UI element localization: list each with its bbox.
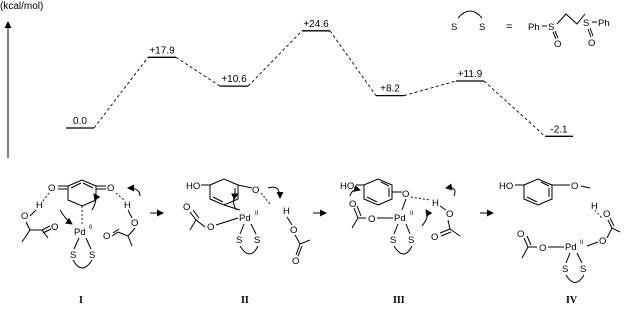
energy-level-label-0: 0.0 [73, 116, 87, 127]
I-h-left: H [36, 200, 43, 211]
II-h: H [283, 206, 290, 217]
I-s-right: S [89, 250, 96, 261]
I-s-left: S [70, 250, 77, 261]
I-h-right: H [124, 200, 131, 211]
I-o-right: O [107, 183, 115, 194]
IV-pd: Pd [565, 242, 577, 253]
legend-ph-left: Ph [528, 22, 540, 33]
energy-level-label-3: +24.6 [303, 18, 329, 30]
I-o-left: O [48, 183, 56, 194]
IV-s-right: S [580, 264, 587, 275]
ligand-legend [451, 11, 610, 50]
II-o-ac2: O [183, 202, 191, 213]
II-pd: Pd [239, 213, 251, 224]
II-s-left: S [236, 235, 243, 246]
III-pd: Pd [394, 213, 406, 224]
structure-II [183, 179, 310, 267]
energy-connector-5 [404, 81, 456, 96]
legend-o2: O [588, 38, 596, 49]
energy-connector-3 [248, 31, 302, 86]
IV-ho: HO [499, 181, 514, 192]
II-o-ac4: O [292, 256, 300, 267]
energy-level-label-1: +17.9 [149, 45, 175, 57]
I-o-ac-right: O [131, 218, 139, 229]
IV-o: O [571, 181, 579, 192]
IV-o-ac-left2: O [517, 229, 525, 240]
legend-o1: O [554, 39, 562, 50]
structure-III [340, 179, 460, 254]
legend-s-right: S [479, 22, 486, 33]
II-o-ac: O [207, 222, 215, 233]
I-o-ac-left2: O [51, 222, 59, 233]
legend-s1: S [548, 22, 555, 33]
energy-profile [0, 1, 573, 158]
II-o-ac3: O [290, 225, 298, 236]
IV-h: H [591, 201, 598, 212]
y-axis-label: (kcal/mol) [0, 1, 44, 12]
energy-connector-1 [94, 57, 148, 128]
structure-IV [499, 179, 620, 283]
label-IV: IV [566, 295, 578, 306]
energy-connector-4 [330, 31, 376, 96]
III-s-right: S [408, 235, 415, 246]
III-o-ac3: O [446, 209, 454, 220]
structure-I [21, 180, 140, 268]
IV-s-left: S [562, 264, 569, 275]
III-h: H [432, 198, 439, 209]
I-o-ac-right2: O [103, 231, 111, 242]
energy-level-label-6: -2.1 [550, 124, 568, 136]
II-pd-ox: II [255, 211, 259, 217]
II-s-right: S [254, 235, 261, 246]
III-o-ac: O [368, 214, 376, 225]
III-o-ac4: O [431, 232, 439, 243]
label-II: II [241, 295, 249, 306]
energy-level-label-2: +10.6 [221, 74, 247, 86]
III-pd-ox: II [410, 211, 414, 217]
legend-s-left: S [451, 22, 458, 33]
IV-o-ac-left: O [539, 243, 547, 254]
IV-pd-ox: II [580, 240, 584, 246]
III-o-ring: O [402, 189, 410, 200]
energy-connector-2 [176, 57, 220, 86]
legend-ph-right: Ph [598, 18, 610, 29]
energy-level-label-4: +8.2 [380, 83, 400, 95]
energy-level-label-5: +11.9 [457, 68, 483, 80]
II-o-ring: O [252, 185, 260, 196]
label-III: III [393, 295, 405, 306]
III-o-ac2: O [349, 199, 357, 210]
II-ho: HO [186, 181, 201, 192]
energy-connector-6 [484, 81, 545, 136]
III-s-left: S [390, 235, 397, 246]
legend-s2: S [583, 18, 590, 29]
IV-o-ac-right: O [599, 236, 607, 247]
I-pd: Pd [74, 227, 86, 238]
energy-level-labels [73, 19, 568, 135]
IV-o-ac-right2: O [603, 209, 611, 220]
energy-levels [66, 31, 573, 136]
I-pd-ox: 0 [89, 225, 93, 231]
legend-equals: = [506, 21, 513, 33]
label-I: I [79, 295, 83, 306]
III-ho: HO [340, 181, 355, 192]
I-o-ac-left: O [21, 211, 29, 222]
